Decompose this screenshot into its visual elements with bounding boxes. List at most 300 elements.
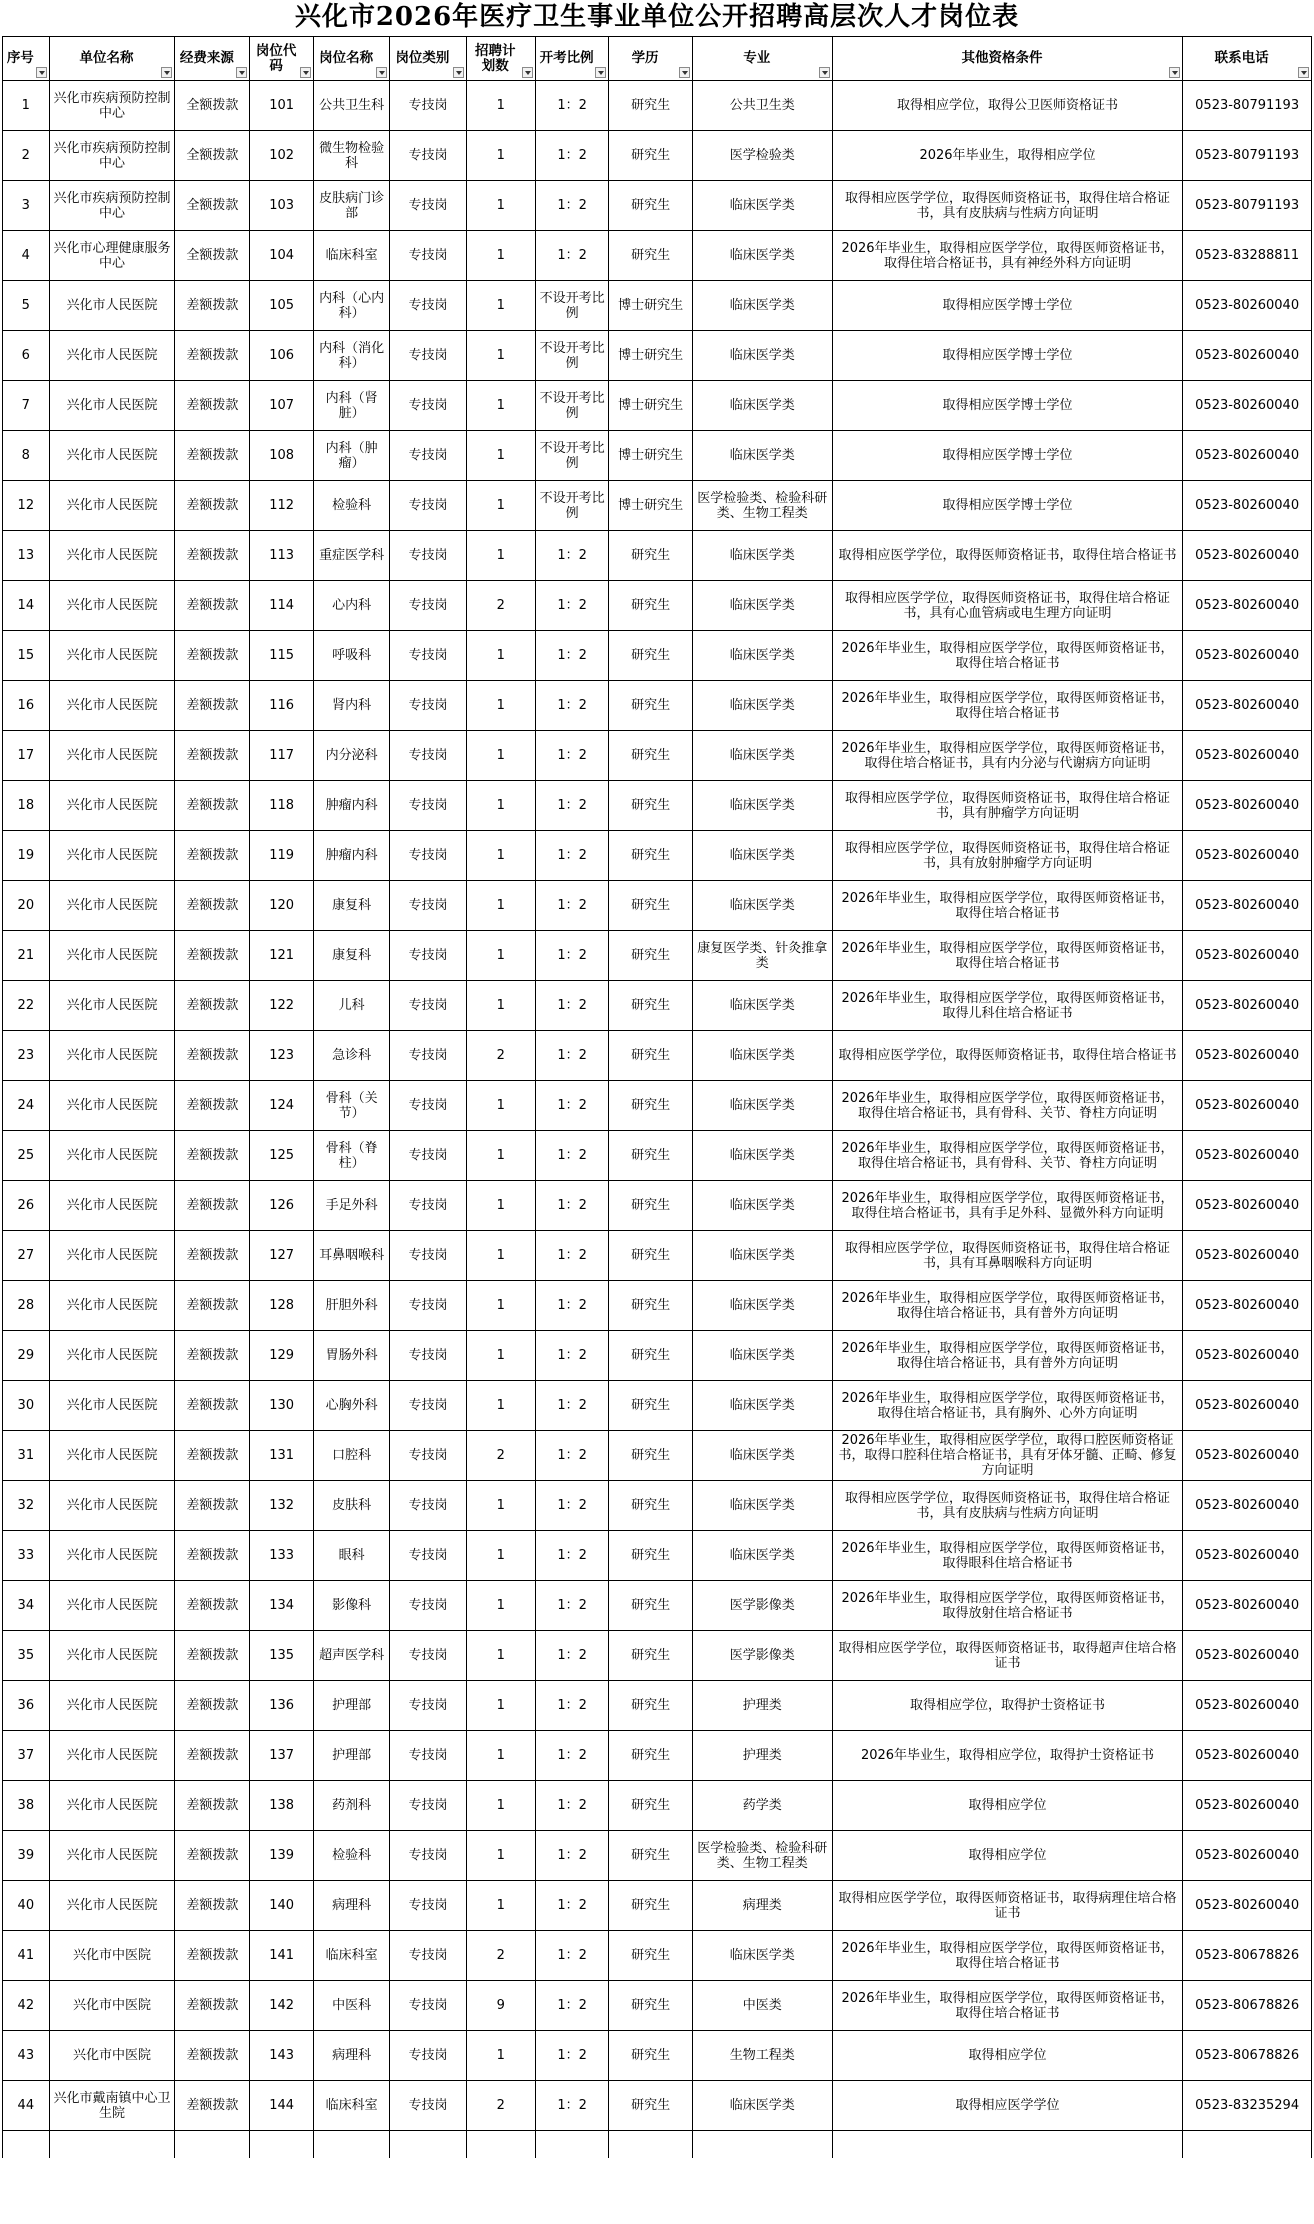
table-row — [3, 1981, 1312, 2031]
cell-post-code: 121 — [250, 931, 314, 981]
cell-exam-ratio: 1：2 — [535, 1631, 609, 1681]
cell-hiring-count: 1 — [466, 1681, 535, 1731]
cell-education: 研究生 — [609, 1031, 692, 1081]
cell-unit-name: 兴化市人民医院 — [49, 1831, 175, 1881]
cell-unit-name: 兴化市人民医院 — [49, 1481, 175, 1531]
cell-post-category: 专技岗 — [390, 381, 466, 431]
empty-cell — [466, 2131, 535, 2158]
cell-other-requirements: 2026年毕业生，取得相应医学学位，取得医师资格证书，取得住培合格证书，具有手足外科、显微外科方向证明 — [832, 1181, 1183, 1231]
cell-exam-ratio: 不设开考比例 — [535, 481, 609, 531]
cell-row-number: 16 — [3, 681, 50, 731]
cell-post-category: 专技岗 — [390, 1131, 466, 1181]
cell-post-category: 专技岗 — [390, 931, 466, 981]
cell-other-requirements: 取得相应学位 — [832, 2031, 1183, 2081]
cell-other-requirements: 2026年毕业生，取得相应医学学位，取得医师资格证书，取得住培合格证书 — [832, 1931, 1183, 1981]
cell-contact-phone: 0523-80260040 — [1183, 1331, 1312, 1381]
cell-exam-ratio: 1：2 — [535, 2081, 609, 2131]
table-row — [3, 1831, 1312, 1881]
cell-post-name: 肝胆外科 — [313, 1281, 389, 1331]
cell-hiring-count: 1 — [466, 531, 535, 581]
cell-post-category: 专技岗 — [390, 1231, 466, 1281]
cell-post-name: 临床科室 — [313, 2081, 389, 2131]
table-row — [3, 181, 1312, 231]
empty-cell — [692, 2131, 832, 2158]
table-row — [3, 1681, 1312, 1731]
cell-row-number: 25 — [3, 1131, 50, 1181]
cell-education: 研究生 — [609, 731, 692, 781]
cell-major: 护理类 — [692, 1731, 832, 1781]
cell-post-category: 专技岗 — [390, 781, 466, 831]
cell-education: 研究生 — [609, 1781, 692, 1831]
cell-post-category: 专技岗 — [390, 1531, 466, 1581]
cell-major: 临床医学类 — [692, 1481, 832, 1531]
cell-post-category: 专技岗 — [390, 281, 466, 331]
cell-hiring-count: 1 — [466, 481, 535, 531]
empty-cell — [49, 2131, 175, 2158]
cell-post-code: 138 — [250, 1781, 314, 1831]
cell-post-name: 临床科室 — [313, 231, 389, 281]
cell-row-number: 32 — [3, 1481, 50, 1531]
cell-contact-phone: 0523-80260040 — [1183, 1831, 1312, 1881]
cell-post-code: 106 — [250, 331, 314, 381]
cell-education: 研究生 — [609, 881, 692, 931]
filter-dropdown-icon[interactable] — [1169, 67, 1180, 78]
cell-post-name: 骨科（关节） — [313, 1081, 389, 1131]
cell-post-name: 药剂科 — [313, 1781, 389, 1831]
cell-unit-name: 兴化市人民医院 — [49, 1631, 175, 1681]
empty-cell — [1183, 2131, 1312, 2158]
table-row — [3, 331, 1312, 381]
empty-cell — [609, 2131, 692, 2158]
cell-hiring-count: 1 — [466, 1631, 535, 1681]
cell-education: 研究生 — [609, 1231, 692, 1281]
table-row — [3, 1181, 1312, 1231]
cell-unit-name: 兴化市人民医院 — [49, 681, 175, 731]
cell-hiring-count: 1 — [466, 131, 535, 181]
cell-contact-phone: 0523-80260040 — [1183, 1531, 1312, 1581]
filter-dropdown-icon[interactable] — [161, 67, 172, 78]
cell-education: 研究生 — [609, 131, 692, 181]
cell-post-code: 126 — [250, 1181, 314, 1231]
cell-contact-phone: 0523-80260040 — [1183, 1281, 1312, 1331]
cell-hiring-count: 1 — [466, 1781, 535, 1831]
cell-row-number: 23 — [3, 1031, 50, 1081]
table-row — [3, 381, 1312, 431]
cell-post-code: 143 — [250, 2031, 314, 2081]
cell-contact-phone: 0523-80260040 — [1183, 1231, 1312, 1281]
cell-funding-source: 差额拨款 — [175, 581, 250, 631]
cell-other-requirements: 取得相应医学学位 — [832, 2081, 1183, 2131]
cell-other-requirements: 2026年毕业生，取得相应医学学位，取得医师资格证书，取得住培合格证书 — [832, 881, 1183, 931]
cell-exam-ratio: 1：2 — [535, 1031, 609, 1081]
cell-exam-ratio: 1：2 — [535, 681, 609, 731]
cell-post-category: 专技岗 — [390, 2031, 466, 2081]
filter-dropdown-icon[interactable] — [376, 67, 387, 78]
cell-row-number: 33 — [3, 1531, 50, 1581]
filter-dropdown-icon[interactable] — [236, 67, 247, 78]
cell-post-name: 中医科 — [313, 1981, 389, 2031]
empty-cell — [535, 2131, 609, 2158]
empty-cell — [313, 2131, 389, 2158]
cell-unit-name: 兴化市中医院 — [49, 1981, 175, 2031]
filter-dropdown-icon[interactable] — [595, 67, 606, 78]
cell-unit-name: 兴化市人民医院 — [49, 931, 175, 981]
cell-post-name: 超声医学科 — [313, 1631, 389, 1681]
cell-other-requirements: 2026年毕业生，取得相应医学学位，取得医师资格证书，取得住培合格证书，具有普外方向证明 — [832, 1331, 1183, 1381]
table-row — [3, 831, 1312, 881]
cell-major: 生物工程类 — [692, 2031, 832, 2081]
cell-contact-phone: 0523-80260040 — [1183, 1031, 1312, 1081]
cell-exam-ratio: 1：2 — [535, 1131, 609, 1181]
cell-major: 临床医学类 — [692, 881, 832, 931]
cell-post-code: 136 — [250, 1681, 314, 1731]
cell-major: 临床医学类 — [692, 681, 832, 731]
column-header — [313, 37, 389, 81]
cell-funding-source: 差额拨款 — [175, 1481, 250, 1531]
cell-post-category: 专技岗 — [390, 831, 466, 881]
cell-education: 研究生 — [609, 1431, 692, 1481]
cell-hiring-count: 1 — [466, 881, 535, 931]
cell-exam-ratio: 不设开考比例 — [535, 281, 609, 331]
cell-row-number: 19 — [3, 831, 50, 881]
cell-exam-ratio: 1：2 — [535, 581, 609, 631]
cell-education: 研究生 — [609, 981, 692, 1031]
cell-row-number: 22 — [3, 981, 50, 1031]
cell-post-category: 专技岗 — [390, 131, 466, 181]
cell-contact-phone: 0523-80260040 — [1183, 1381, 1312, 1431]
cell-unit-name: 兴化市人民医院 — [49, 1681, 175, 1731]
cell-post-category: 专技岗 — [390, 581, 466, 631]
cell-funding-source: 全额拨款 — [175, 131, 250, 181]
table-row — [3, 931, 1312, 981]
cell-post-name: 护理部 — [313, 1681, 389, 1731]
column-header — [49, 37, 175, 81]
empty-cell — [3, 2131, 50, 2158]
cell-education: 研究生 — [609, 1831, 692, 1881]
cell-other-requirements: 2026年毕业生，取得相应医学学位，取得医师资格证书，取得儿科住培合格证书 — [832, 981, 1183, 1031]
cell-major: 护理类 — [692, 1681, 832, 1731]
cell-contact-phone: 0523-80260040 — [1183, 1631, 1312, 1681]
cell-funding-source: 差额拨款 — [175, 731, 250, 781]
cell-post-code: 142 — [250, 1981, 314, 2031]
cell-other-requirements: 2026年毕业生，取得相应医学学位，取得医师资格证书，取得住培合格证书 — [832, 631, 1183, 681]
cell-post-code: 112 — [250, 481, 314, 531]
column-header — [3, 37, 50, 81]
cell-exam-ratio: 1：2 — [535, 1231, 609, 1281]
cell-row-number: 4 — [3, 231, 50, 281]
filter-dropdown-icon[interactable] — [300, 67, 311, 78]
cell-major: 临床医学类 — [692, 281, 832, 331]
cell-post-name: 康复科 — [313, 881, 389, 931]
cell-major: 临床医学类 — [692, 831, 832, 881]
cell-funding-source: 差额拨款 — [175, 1081, 250, 1131]
cell-contact-phone: 0523-80791193 — [1183, 81, 1312, 131]
cell-unit-name: 兴化市人民医院 — [49, 1281, 175, 1331]
table-row — [3, 1131, 1312, 1181]
cell-unit-name: 兴化市人民医院 — [49, 581, 175, 631]
cell-education: 研究生 — [609, 1331, 692, 1381]
cell-exam-ratio: 1：2 — [535, 1931, 609, 1981]
cell-exam-ratio: 1：2 — [535, 1281, 609, 1331]
cell-row-number: 40 — [3, 1881, 50, 1931]
cell-major: 医学影像类 — [692, 1631, 832, 1681]
cell-post-name: 眼科 — [313, 1531, 389, 1581]
cell-major: 临床医学类 — [692, 1131, 832, 1181]
cell-major: 临床医学类 — [692, 331, 832, 381]
cell-hiring-count: 1 — [466, 681, 535, 731]
cell-hiring-count: 9 — [466, 1981, 535, 2031]
cell-contact-phone: 0523-80260040 — [1183, 1581, 1312, 1631]
table-row — [3, 981, 1312, 1031]
cell-other-requirements: 2026年毕业生，取得相应医学学位，取得口腔医师资格证书，取得口腔科住培合格证书，具有牙体牙髓、正畸、修复方向证明 — [832, 1431, 1183, 1481]
cell-education: 研究生 — [609, 1631, 692, 1681]
table-row — [3, 1031, 1312, 1081]
cell-hiring-count: 1 — [466, 1281, 535, 1331]
cell-major: 临床医学类 — [692, 431, 832, 481]
cell-exam-ratio: 1：2 — [535, 81, 609, 131]
cell-post-category: 专技岗 — [390, 1631, 466, 1681]
cell-education: 研究生 — [609, 2031, 692, 2081]
cell-funding-source: 全额拨款 — [175, 81, 250, 131]
cell-exam-ratio: 1：2 — [535, 1981, 609, 2031]
cell-hiring-count: 1 — [466, 731, 535, 781]
cell-unit-name: 兴化市人民医院 — [49, 1531, 175, 1581]
cell-exam-ratio: 1：2 — [535, 881, 609, 931]
cell-contact-phone: 0523-80678826 — [1183, 2031, 1312, 2081]
cell-hiring-count: 1 — [466, 281, 535, 331]
cell-hiring-count: 1 — [466, 781, 535, 831]
table-row — [3, 1881, 1312, 1931]
cell-funding-source: 差额拨款 — [175, 1531, 250, 1581]
cell-unit-name: 兴化市人民医院 — [49, 1881, 175, 1931]
cell-contact-phone: 0523-80260040 — [1183, 881, 1312, 931]
table-row — [3, 2081, 1312, 2131]
cell-exam-ratio: 1：2 — [535, 731, 609, 781]
cell-post-name: 病理科 — [313, 1881, 389, 1931]
cell-unit-name: 兴化市人民医院 — [49, 881, 175, 931]
cell-row-number: 28 — [3, 1281, 50, 1331]
cell-major: 临床医学类 — [692, 581, 832, 631]
cell-unit-name: 兴化市心理健康服务中心 — [49, 231, 175, 281]
cell-hiring-count: 1 — [466, 1331, 535, 1381]
cell-post-category: 专技岗 — [390, 631, 466, 681]
cell-major: 临床医学类 — [692, 631, 832, 681]
cell-post-code: 127 — [250, 1231, 314, 1281]
filter-dropdown-icon[interactable] — [819, 67, 830, 78]
cell-unit-name: 兴化市人民医院 — [49, 381, 175, 431]
cell-post-category: 专技岗 — [390, 1481, 466, 1531]
cell-hiring-count: 1 — [466, 1231, 535, 1281]
table-row — [3, 681, 1312, 731]
cell-post-name: 呼吸科 — [313, 631, 389, 681]
cell-major: 临床医学类 — [692, 781, 832, 831]
cell-hiring-count: 2 — [466, 1431, 535, 1481]
cell-post-code: 118 — [250, 781, 314, 831]
cell-other-requirements: 2026年毕业生，取得相应医学学位，取得医师资格证书，取得住培合格证书，具有骨科、关节、脊柱方向证明 — [832, 1081, 1183, 1131]
cell-major: 临床医学类 — [692, 1081, 832, 1131]
cell-post-code: 134 — [250, 1581, 314, 1631]
filter-dropdown-icon[interactable] — [522, 67, 533, 78]
cell-funding-source: 差额拨款 — [175, 931, 250, 981]
cell-post-code: 102 — [250, 131, 314, 181]
cell-other-requirements: 2026年毕业生，取得相应医学学位，取得医师资格证书，取得住培合格证书 — [832, 681, 1183, 731]
cell-other-requirements: 取得相应医学学位，取得医师资格证书，取得住培合格证书，具有心血管病或电生理方向证明 — [832, 581, 1183, 631]
cell-post-name: 内科（肿瘤） — [313, 431, 389, 481]
cell-row-number: 2 — [3, 131, 50, 181]
cell-post-code: 124 — [250, 1081, 314, 1131]
filter-dropdown-icon[interactable] — [453, 67, 464, 78]
cell-row-number: 6 — [3, 331, 50, 381]
cell-row-number: 36 — [3, 1681, 50, 1731]
cell-other-requirements: 取得相应医学学位，取得医师资格证书，取得住培合格证书，具有肿瘤学方向证明 — [832, 781, 1183, 831]
cell-major: 药学类 — [692, 1781, 832, 1831]
cell-other-requirements: 取得相应医学学位，取得医师资格证书，取得病理住培合格证书 — [832, 1881, 1183, 1931]
cell-post-code: 135 — [250, 1631, 314, 1681]
cell-post-code: 141 — [250, 1931, 314, 1981]
cell-post-category: 专技岗 — [390, 1331, 466, 1381]
cell-row-number: 1 — [3, 81, 50, 131]
cell-funding-source: 差额拨款 — [175, 381, 250, 431]
table-row — [3, 581, 1312, 631]
cell-education: 研究生 — [609, 931, 692, 981]
table-row — [3, 1731, 1312, 1781]
cell-post-name: 心胸外科 — [313, 1381, 389, 1431]
cell-post-code: 114 — [250, 581, 314, 631]
cell-post-category: 专技岗 — [390, 1281, 466, 1331]
column-header-label: 序号 — [6, 50, 34, 66]
cell-row-number: 5 — [3, 281, 50, 331]
cell-contact-phone: 0523-80260040 — [1183, 331, 1312, 381]
cell-exam-ratio: 1：2 — [535, 1681, 609, 1731]
table-row — [3, 281, 1312, 331]
column-header — [175, 37, 250, 81]
cell-contact-phone: 0523-80260040 — [1183, 531, 1312, 581]
cell-exam-ratio: 1：2 — [535, 1881, 609, 1931]
table-row — [3, 1781, 1312, 1831]
cell-post-name: 儿科 — [313, 981, 389, 1031]
cell-major: 康复医学类、针灸推拿类 — [692, 931, 832, 981]
cell-education: 研究生 — [609, 831, 692, 881]
cell-contact-phone: 0523-80260040 — [1183, 981, 1312, 1031]
cell-post-category: 专技岗 — [390, 1831, 466, 1881]
cell-row-number: 44 — [3, 2081, 50, 2131]
cell-exam-ratio: 不设开考比例 — [535, 431, 609, 481]
cell-funding-source: 差额拨款 — [175, 531, 250, 581]
cell-post-code: 123 — [250, 1031, 314, 1081]
cell-exam-ratio: 1：2 — [535, 231, 609, 281]
filter-dropdown-icon[interactable] — [36, 67, 47, 78]
cell-funding-source: 差额拨款 — [175, 1231, 250, 1281]
table-row — [3, 81, 1312, 131]
cell-post-name: 骨科（脊柱） — [313, 1131, 389, 1181]
empty-row — [3, 2131, 1312, 2158]
cell-post-code: 132 — [250, 1481, 314, 1531]
page-title: 兴化市2026年医疗卫生事业单位公开招聘高层次人才岗位表 — [294, 2, 1020, 32]
cell-funding-source: 差额拨款 — [175, 1781, 250, 1831]
cell-major: 医学检验类、检验科研类、生物工程类 — [692, 481, 832, 531]
table-row — [3, 1931, 1312, 1981]
column-header-label: 经费来源 — [179, 50, 234, 66]
cell-exam-ratio: 1：2 — [535, 1731, 609, 1781]
cell-contact-phone: 0523-80260040 — [1183, 1131, 1312, 1181]
column-header — [692, 37, 832, 81]
cell-exam-ratio: 1：2 — [535, 2031, 609, 2081]
cell-contact-phone: 0523-80260040 — [1183, 1431, 1312, 1481]
cell-post-name: 耳鼻咽喉科 — [313, 1231, 389, 1281]
cell-funding-source: 差额拨款 — [175, 1931, 250, 1981]
cell-post-category: 专技岗 — [390, 1431, 466, 1481]
cell-post-code: 108 — [250, 431, 314, 481]
cell-major: 中医类 — [692, 1981, 832, 2031]
cell-hiring-count: 2 — [466, 1931, 535, 1981]
cell-exam-ratio: 1：2 — [535, 1381, 609, 1431]
cell-post-name: 内分泌科 — [313, 731, 389, 781]
cell-funding-source: 差额拨款 — [175, 631, 250, 681]
cell-funding-source: 差额拨款 — [175, 1281, 250, 1331]
cell-post-category: 专技岗 — [390, 2081, 466, 2131]
column-header-label: 联系电话 — [1214, 50, 1269, 66]
cell-education: 研究生 — [609, 81, 692, 131]
cell-funding-source: 差额拨款 — [175, 681, 250, 731]
cell-other-requirements: 2026年毕业生，取得相应医学学位，取得医师资格证书，取得住培合格证书，具有内分泌与代谢病方向证明 — [832, 731, 1183, 781]
filter-dropdown-icon[interactable] — [1298, 67, 1309, 78]
cell-post-category: 专技岗 — [390, 331, 466, 381]
cell-post-name: 急诊科 — [313, 1031, 389, 1081]
cell-unit-name: 兴化市人民医院 — [49, 831, 175, 881]
cell-other-requirements: 2026年毕业生，取得相应医学学位，取得医师资格证书，取得住培合格证书，具有骨科、关节、脊柱方向证明 — [832, 1131, 1183, 1181]
cell-contact-phone: 0523-80260040 — [1183, 381, 1312, 431]
column-header-label: 招聘计划数 — [474, 42, 516, 74]
cell-major: 临床医学类 — [692, 1531, 832, 1581]
cell-post-name: 检验科 — [313, 481, 389, 531]
cell-hiring-count: 1 — [466, 1181, 535, 1231]
cell-unit-name: 兴化市人民医院 — [49, 1781, 175, 1831]
cell-other-requirements: 2026年毕业生，取得相应医学学位，取得医师资格证书，取得住培合格证书，具有神经外科方向证明 — [832, 231, 1183, 281]
cell-post-code: 105 — [250, 281, 314, 331]
filter-dropdown-icon[interactable] — [679, 67, 690, 78]
cell-exam-ratio: 1：2 — [535, 181, 609, 231]
cell-unit-name: 兴化市人民医院 — [49, 431, 175, 481]
positions-table — [2, 36, 1312, 2158]
cell-post-code: 113 — [250, 531, 314, 581]
cell-exam-ratio: 1：2 — [535, 1181, 609, 1231]
cell-other-requirements: 2026年毕业生，取得相应医学学位，取得医师资格证书，取得放射住培合格证书 — [832, 1581, 1183, 1631]
cell-hiring-count: 1 — [466, 1581, 535, 1631]
cell-hiring-count: 1 — [466, 181, 535, 231]
column-header-label: 开考比例 — [539, 50, 594, 66]
cell-hiring-count: 1 — [466, 381, 535, 431]
cell-post-code: 119 — [250, 831, 314, 881]
cell-unit-name: 兴化市人民医院 — [49, 281, 175, 331]
cell-contact-phone: 0523-83235294 — [1183, 2081, 1312, 2131]
cell-hiring-count: 1 — [466, 1381, 535, 1431]
cell-post-category: 专技岗 — [390, 1881, 466, 1931]
cell-other-requirements: 取得相应医学博士学位 — [832, 481, 1183, 531]
cell-education: 研究生 — [609, 2081, 692, 2131]
cell-exam-ratio: 1：2 — [535, 1081, 609, 1131]
cell-other-requirements: 2026年毕业生，取得相应医学学位，取得医师资格证书，取得住培合格证书 — [832, 931, 1183, 981]
cell-unit-name: 兴化市人民医院 — [49, 1581, 175, 1631]
cell-major: 临床医学类 — [692, 181, 832, 231]
cell-hiring-count: 1 — [466, 1731, 535, 1781]
cell-major: 临床医学类 — [692, 1331, 832, 1381]
cell-post-category: 专技岗 — [390, 531, 466, 581]
cell-post-category: 专技岗 — [390, 1931, 466, 1981]
cell-exam-ratio: 不设开考比例 — [535, 381, 609, 431]
cell-hiring-count: 1 — [466, 2031, 535, 2081]
cell-hiring-count: 1 — [466, 1531, 535, 1581]
cell-funding-source: 差额拨款 — [175, 981, 250, 1031]
